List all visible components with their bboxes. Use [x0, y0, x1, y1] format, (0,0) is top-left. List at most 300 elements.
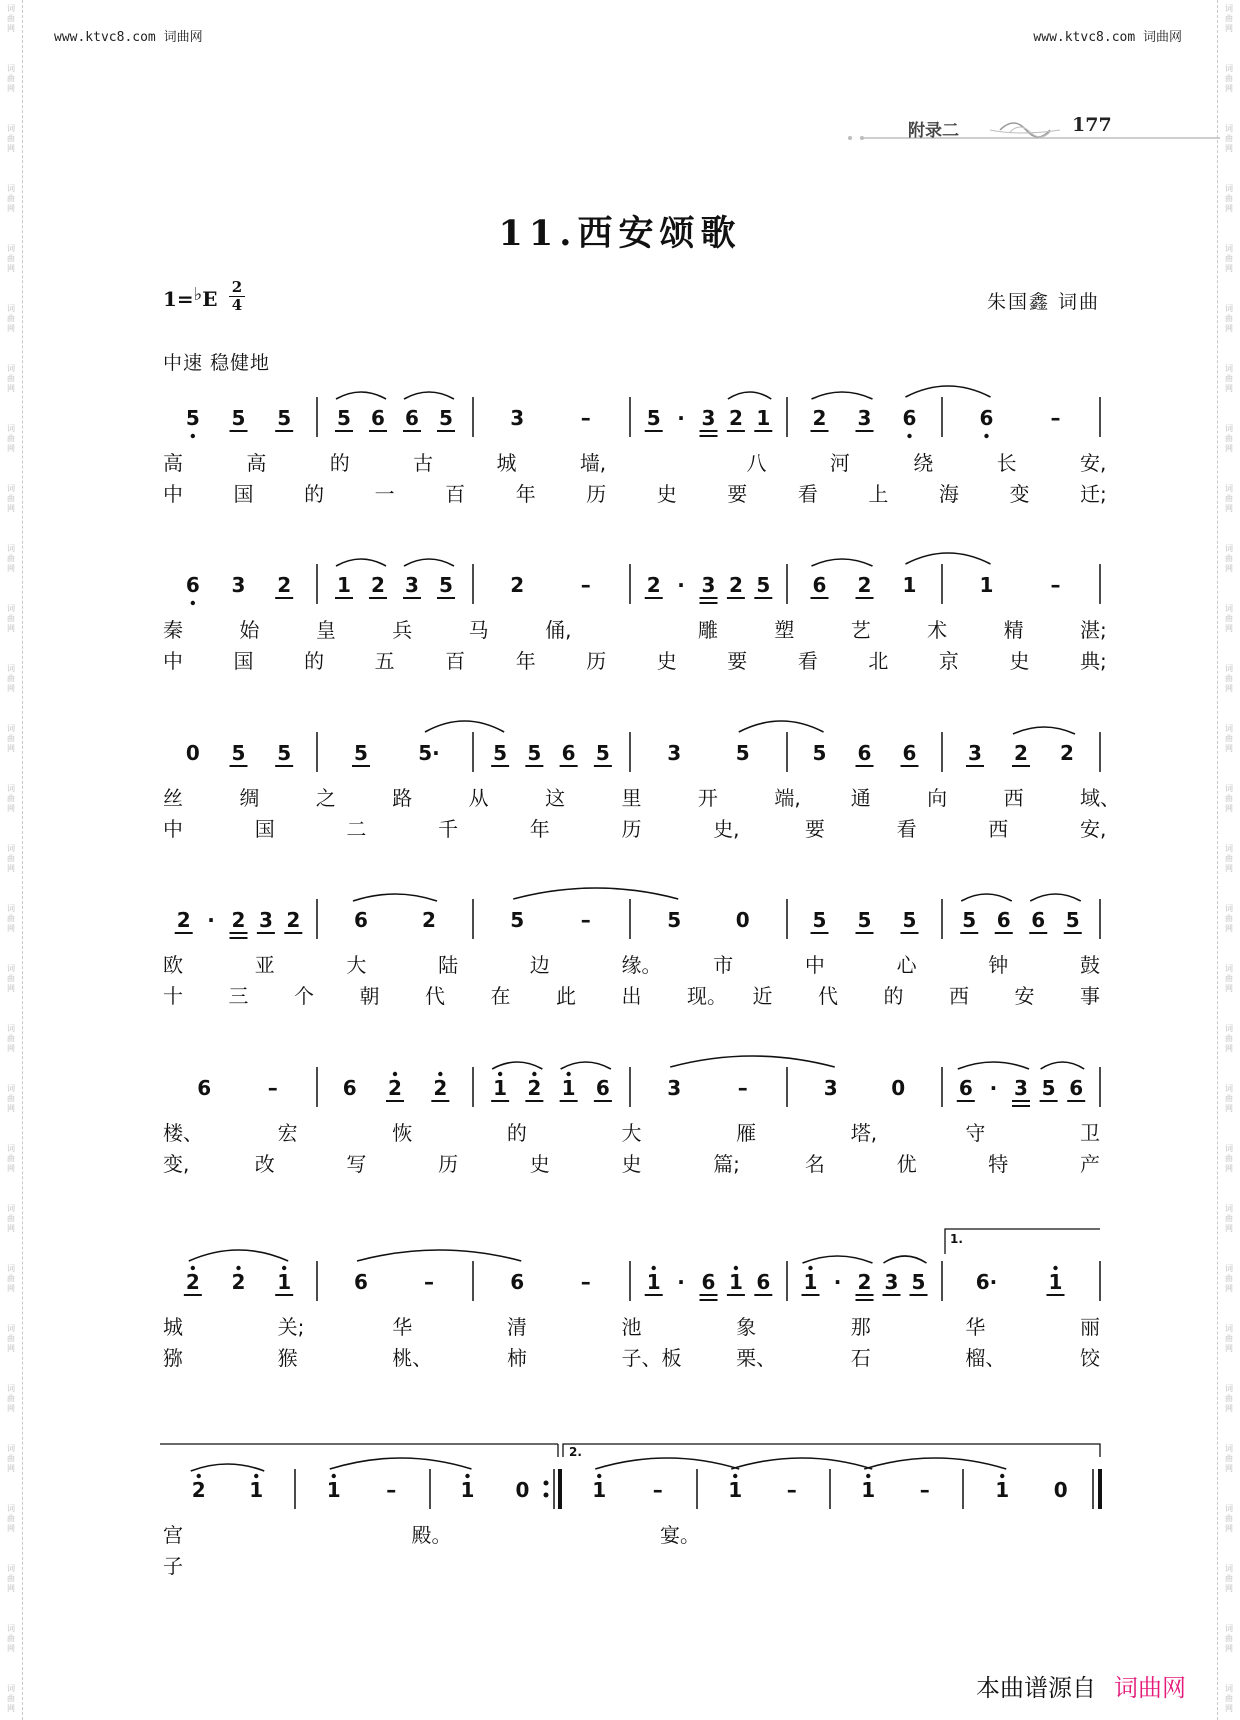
lyric-char: 艺 — [850, 618, 871, 642]
lyric-char: 出 — [621, 984, 642, 1008]
watermark-unit: 词 曲 网 — [7, 424, 15, 453]
lyric-char: 陆 — [438, 953, 459, 977]
high-octave-dot — [236, 1266, 240, 1270]
note: 2 — [1014, 741, 1028, 765]
note: 6 — [902, 406, 917, 430]
watermark-unit: 词 曲 网 — [1225, 124, 1233, 153]
note: 5 — [231, 406, 246, 430]
note: 1 — [337, 573, 351, 597]
lyric-char: 现。 — [687, 984, 727, 1008]
watermark-unit: 词 曲 网 — [1225, 1504, 1233, 1533]
lyric-char: 西 — [949, 984, 969, 1008]
lyric-char: 绸 — [239, 786, 260, 810]
lyric-char: 术 — [927, 618, 948, 642]
watermark-unit: 词 曲 网 — [7, 1024, 15, 1053]
lyric-char: 大 — [346, 953, 367, 977]
lyric-char: 城 — [496, 451, 517, 475]
slur — [728, 392, 771, 399]
lyric-char: 榴、 — [965, 1346, 1006, 1370]
lyric-char: 殿。 — [411, 1523, 452, 1547]
note: 1 — [646, 1270, 661, 1294]
note: 5 — [1065, 908, 1080, 932]
watermark-unit: 词 曲 网 — [7, 1564, 15, 1593]
lyric-char: 雁 — [736, 1121, 757, 1145]
lyric-char: 中 — [804, 953, 825, 977]
watermark-unit: 词 曲 网 — [7, 1204, 15, 1233]
flat-sign: ♭ — [193, 284, 203, 305]
lyric-char: 海 — [938, 482, 959, 506]
lyric-char: 一 — [374, 482, 395, 506]
watermark-unit: 词 曲 网 — [7, 1624, 15, 1653]
lyric-char: 绕 — [913, 451, 934, 475]
lyric-char: 栗、 — [736, 1346, 777, 1370]
lyric-char: 国 — [233, 649, 254, 673]
lyric-char: 事 — [1080, 984, 1100, 1008]
site-url-left: www.ktvc8.com 词曲网 — [54, 30, 203, 45]
watermark-unit: 词 曲 网 — [1225, 664, 1233, 693]
lyric-char: 的 — [329, 451, 350, 475]
watermark-unit: 词 曲 网 — [1225, 724, 1233, 753]
note: – — [580, 406, 591, 430]
lyric-char: 三 — [228, 984, 249, 1008]
lyric-char: 安, — [1080, 451, 1107, 475]
note: 5· — [418, 741, 440, 765]
lyric-char: 特 — [988, 1152, 1009, 1176]
high-octave-dot — [597, 1474, 601, 1478]
lyric-char: 高 — [246, 451, 267, 475]
time-denominator: 4 — [231, 296, 243, 314]
lyric-char: 代 — [425, 984, 445, 1008]
high-octave-dot — [197, 1474, 201, 1478]
lyric-char: 兵 — [392, 618, 413, 642]
note: 2 — [371, 573, 385, 597]
lyric-char: 要 — [727, 649, 748, 673]
slur — [1013, 727, 1075, 734]
lyric-char: 十 — [163, 984, 183, 1008]
note: 2 — [527, 1076, 542, 1100]
note: 6 — [342, 1076, 357, 1100]
note: 6 — [561, 741, 576, 765]
lyric-char: 秦 — [163, 618, 183, 642]
lyric-char: 百 — [445, 482, 466, 506]
high-octave-dot — [393, 1072, 397, 1076]
note: 1 — [803, 1270, 818, 1294]
lyric-char: 域、 — [1080, 786, 1120, 810]
site-url-right: www.ktvc8.com 词曲网 — [1033, 30, 1182, 45]
lyric-char: 皇 — [315, 618, 336, 642]
lyric-char: 千 — [438, 817, 459, 841]
note: 5 — [735, 741, 750, 765]
lyric-char: 池 — [621, 1315, 642, 1339]
note: 6 — [510, 1270, 525, 1294]
lyric-char: 史, — [713, 817, 740, 841]
note: 2 — [231, 908, 246, 932]
watermark-unit: 词 曲 网 — [1225, 1324, 1233, 1353]
high-octave-dot — [652, 1266, 656, 1270]
watermark-unit: 词 曲 网 — [1225, 784, 1233, 813]
watermark-unit: 词 曲 网 — [7, 844, 15, 873]
watermark-unit: 词 曲 网 — [7, 1444, 15, 1473]
appendix-label: 附录二 — [908, 121, 959, 141]
slur — [884, 1256, 927, 1263]
watermark-unit: 词 曲 网 — [1225, 1384, 1233, 1413]
watermark-unit: 词 曲 网 — [7, 784, 15, 813]
lyric-char: 名 — [804, 1152, 825, 1176]
lyric-char: 看 — [797, 649, 818, 673]
note: 3 — [667, 1076, 682, 1100]
watermark-unit: 词 曲 网 — [1225, 424, 1233, 453]
watermark-unit: 词 曲 网 — [7, 964, 15, 993]
lyric-char: 年 — [529, 817, 550, 841]
note: 3 — [701, 573, 716, 597]
lyric-char: 二 — [346, 817, 367, 841]
watermark-unit: 词 曲 网 — [7, 1084, 15, 1113]
note: 1 — [979, 573, 994, 597]
lyric-char: 中 — [163, 817, 183, 841]
lyric-char: 关; — [277, 1315, 305, 1339]
slur — [961, 894, 1012, 901]
lyric-char: 史 — [1009, 649, 1030, 673]
volta-label: 2. — [569, 1445, 582, 1459]
lyric-char: 史 — [656, 649, 677, 673]
note: 5 — [646, 406, 661, 430]
note: 3 — [823, 1076, 838, 1100]
lyric-char: 从 — [468, 786, 489, 810]
watermark-unit: 词 曲 网 — [7, 904, 15, 933]
lyric-char: 历 — [438, 1152, 459, 1176]
lyric-char: 柿 — [506, 1346, 527, 1370]
lyric-char: 钟 — [988, 953, 1009, 977]
tie — [425, 721, 504, 732]
note: – — [1050, 573, 1061, 597]
lyric-char: 五 — [374, 649, 395, 673]
lyric-char: 宏 — [277, 1121, 298, 1145]
note: 5 — [493, 741, 508, 765]
lyric-char: 历 — [621, 817, 642, 841]
note: – — [580, 1270, 591, 1294]
tie — [731, 1458, 872, 1469]
watermark-unit: 词 曲 网 — [1225, 1264, 1233, 1293]
lyric-char: 历 — [586, 649, 607, 673]
lyric-char: 上 — [868, 482, 889, 506]
lyric-char: 湛; — [1080, 618, 1107, 642]
slur — [812, 559, 873, 566]
volta-bracket — [563, 1444, 1100, 1457]
lyric-char: 石 — [850, 1346, 871, 1370]
lyric-char: 史 — [529, 1152, 550, 1176]
note: 1 — [756, 406, 771, 430]
lyric-char: 心 — [896, 953, 917, 977]
lyric-char: 猕 — [163, 1346, 183, 1370]
lyric-char: 宫 — [163, 1523, 183, 1547]
note: 2 — [176, 908, 191, 932]
footer-source-site[interactable]: 词曲网 — [1114, 1674, 1186, 1702]
note: 6 — [812, 573, 827, 597]
high-octave-dot — [734, 1266, 738, 1270]
note: 3 — [258, 908, 273, 932]
note: 5 — [902, 908, 917, 932]
note: 5 — [667, 908, 682, 932]
note: 3 — [1014, 1076, 1028, 1100]
lyric-char: 鼓 — [1080, 953, 1100, 977]
note: 5 — [1041, 1076, 1056, 1100]
lyric-char: 朝 — [359, 984, 380, 1008]
lyric-char: 百 — [445, 649, 466, 673]
lyric-char: 要 — [804, 817, 825, 841]
note: 5 — [595, 741, 610, 765]
tie — [739, 721, 824, 732]
note: 6 — [701, 1270, 716, 1294]
lyric-char: 中 — [163, 482, 183, 506]
watermark-unit: 词 曲 网 — [1225, 304, 1233, 333]
slur — [812, 392, 873, 399]
tie — [357, 1250, 521, 1261]
note: – — [786, 1478, 797, 1502]
note: 6 — [756, 1270, 771, 1294]
lyric-char: 楼、 — [163, 1121, 203, 1145]
note: · — [207, 908, 215, 932]
watermark-unit: 词 曲 网 — [1225, 1564, 1233, 1593]
note: 5 — [527, 741, 542, 765]
watermark-unit: 词 曲 网 — [7, 1144, 15, 1173]
note: 6 — [354, 908, 368, 932]
watermark-unit: 词 曲 网 — [1225, 64, 1233, 93]
tie — [906, 553, 991, 564]
high-octave-dot — [498, 1072, 502, 1076]
note: 0 — [891, 1076, 906, 1100]
watermark-unit: 词 曲 网 — [1225, 1024, 1233, 1053]
lyric-char: 马 — [468, 618, 489, 642]
note: 1 — [277, 1270, 292, 1294]
note: 2 — [185, 1270, 200, 1294]
high-octave-dot — [866, 1474, 870, 1478]
note: 2 — [510, 573, 525, 597]
lyric-char: 迁; — [1080, 482, 1107, 506]
note: 3 — [701, 406, 716, 430]
note: 2 — [433, 1076, 448, 1100]
note: – — [424, 1270, 434, 1294]
lyric-char: 的 — [304, 482, 325, 506]
lyric-char: 典; — [1080, 649, 1107, 673]
slur — [404, 559, 454, 566]
note: 5 — [277, 741, 292, 765]
high-octave-dot — [254, 1474, 258, 1478]
note: 6· — [975, 1270, 998, 1294]
tempo-marking: 中速 稳健地 — [163, 352, 271, 374]
lyric-char: 的 — [883, 984, 904, 1008]
lyric-char: 北 — [868, 649, 889, 673]
lyric-char: 八 — [746, 451, 767, 475]
note: 6 — [185, 573, 200, 597]
lyric-char: 宴。 — [660, 1523, 700, 1547]
note: – — [1050, 406, 1061, 430]
lyric-char: 塑 — [774, 618, 795, 642]
low-octave-dot — [191, 434, 195, 438]
lyric-char: 清 — [506, 1315, 527, 1339]
slur — [404, 392, 454, 399]
high-octave-dot — [808, 1266, 812, 1270]
low-octave-dot — [191, 601, 195, 605]
high-octave-dot — [438, 1072, 442, 1076]
note: 1 — [493, 1076, 508, 1100]
lyric-char: 西 — [1003, 786, 1024, 810]
note: 3 — [231, 573, 246, 597]
high-octave-dot — [332, 1474, 336, 1478]
lyric-char: 古 — [413, 451, 434, 475]
lyric-char: 始 — [239, 618, 260, 642]
tie — [906, 386, 991, 397]
watermark-unit: 词 曲 网 — [7, 664, 15, 693]
lyric-char: 开 — [697, 786, 718, 810]
repeat-dot — [544, 1481, 549, 1486]
lyric-char: 缘。 — [621, 953, 662, 977]
tie — [513, 888, 678, 899]
slur — [191, 1464, 265, 1471]
lyric-char: 城 — [163, 1315, 183, 1339]
lyric-char: 向 — [927, 786, 948, 810]
lyric-char: 长 — [996, 451, 1017, 475]
key-note: E — [202, 287, 218, 311]
lyric-char: 通 — [850, 786, 871, 810]
lyric-char: 年 — [515, 649, 536, 673]
low-octave-dot — [984, 434, 988, 438]
note: 0 — [185, 741, 200, 765]
slur — [1030, 894, 1081, 901]
lyric-char: 改 — [254, 1152, 275, 1176]
lyric-char: 国 — [233, 482, 254, 506]
note: 5 — [911, 1270, 926, 1294]
watermark-unit: 词 曲 网 — [7, 1264, 15, 1293]
lyric-char: 的 — [506, 1121, 527, 1145]
lyric-char: 子、板 — [621, 1346, 682, 1370]
note: 6 — [902, 741, 917, 765]
note: 1 — [460, 1478, 475, 1502]
high-octave-dot — [733, 1474, 737, 1478]
lyric-char: 丝 — [163, 786, 183, 810]
lyric-char: 产 — [1080, 1152, 1100, 1176]
tie — [864, 1458, 1006, 1469]
note: 6 — [595, 1076, 610, 1100]
slur — [336, 559, 386, 566]
note: 1 — [592, 1478, 607, 1502]
lyric-char: 历 — [586, 482, 607, 506]
lyric-char: 亚 — [254, 953, 275, 977]
note: 5 — [439, 573, 453, 597]
lyric-char: 塔, — [850, 1121, 878, 1145]
slur — [336, 392, 386, 399]
note: 3 — [968, 741, 982, 765]
note: 5 — [812, 741, 827, 765]
watermark-unit: 词 曲 网 — [1225, 544, 1233, 573]
note: 2 — [812, 406, 827, 430]
note: 5 — [439, 406, 453, 430]
lyric-char: 端, — [774, 786, 801, 810]
note: 1 — [902, 573, 917, 597]
watermark-unit: 词 曲 网 — [1225, 964, 1233, 993]
note: 6 — [354, 1270, 368, 1294]
note: 5 — [231, 741, 246, 765]
note: 2 — [231, 1270, 246, 1294]
lyric-char: 代 — [818, 984, 838, 1008]
footer-source-label: 本曲谱源自 — [976, 1674, 1096, 1702]
tie — [595, 1458, 739, 1469]
note: 5 — [185, 406, 200, 430]
note: 6 — [1031, 908, 1046, 932]
watermark-unit: 词 曲 网 — [7, 1684, 15, 1713]
note: 1 — [249, 1478, 264, 1502]
note: 0 — [515, 1478, 530, 1502]
lyric-char: 华 — [965, 1315, 986, 1339]
lyric-char: 近 — [752, 984, 773, 1008]
note: 5 — [812, 908, 827, 932]
lyric-char: 精 — [1003, 618, 1024, 642]
note: 1 — [1048, 1270, 1063, 1294]
lyric-char: 路 — [392, 786, 413, 810]
watermark-unit: 词 曲 网 — [1225, 844, 1233, 873]
watermark-unit: 词 曲 网 — [1225, 1144, 1233, 1173]
note: 5 — [756, 573, 771, 597]
note: 3 — [884, 1270, 899, 1294]
note: 6 — [197, 1076, 212, 1100]
watermark-unit: 词 曲 网 — [7, 1504, 15, 1533]
note: – — [580, 573, 591, 597]
volta-label: 1. — [950, 1232, 963, 1246]
watermark-unit: 词 曲 网 — [1225, 604, 1233, 633]
note: 2 — [277, 573, 292, 597]
tie — [330, 1458, 472, 1469]
page-number: 177 — [1072, 114, 1112, 136]
watermark-unit: 词 曲 网 — [1225, 1204, 1233, 1233]
watermark-unit: 词 曲 网 — [7, 1384, 15, 1413]
note: 6 — [405, 406, 419, 430]
high-octave-dot — [532, 1072, 536, 1076]
lyric-char: 京 — [938, 649, 959, 673]
lyric-char: 子 — [163, 1554, 183, 1578]
lyric-char: 变, — [163, 1152, 190, 1176]
note: 6 — [1069, 1076, 1084, 1100]
watermark-unit: 词 曲 网 — [1225, 484, 1233, 513]
song-title: 11.西安颂歌 — [498, 213, 742, 254]
lyric-char: 边 — [529, 953, 550, 977]
lyric-char: 西 — [988, 817, 1009, 841]
lyric-char: 要 — [727, 482, 748, 506]
watermark-unit: 词 曲 网 — [1225, 1684, 1233, 1713]
note: 0 — [735, 908, 750, 932]
watermark-unit: 词 曲 网 — [7, 544, 15, 573]
time-numerator: 2 — [231, 278, 243, 296]
lyric-char: 的 — [304, 649, 325, 673]
repeat-dot — [544, 1493, 549, 1498]
slur — [492, 1062, 542, 1069]
note: · — [677, 406, 685, 430]
high-octave-dot — [1000, 1474, 1004, 1478]
lyric-char: 这 — [545, 786, 566, 810]
lyric-char: 河 — [829, 451, 850, 475]
lyric-char: 象 — [736, 1315, 757, 1339]
note: 1 — [728, 1270, 743, 1294]
tie — [189, 1250, 288, 1261]
note: 1 — [995, 1478, 1010, 1502]
watermark-unit: 词 曲 网 — [1225, 904, 1233, 933]
note: 6 — [371, 406, 385, 430]
watermark-unit: 词 曲 网 — [1225, 244, 1233, 273]
volta-bracket — [945, 1229, 1100, 1254]
note: – — [580, 908, 591, 932]
watermark-unit: 词 曲 网 — [7, 244, 15, 273]
lyric-char: 史 — [621, 1152, 642, 1176]
note: – — [267, 1076, 278, 1100]
lyric-char: 高 — [163, 451, 183, 475]
